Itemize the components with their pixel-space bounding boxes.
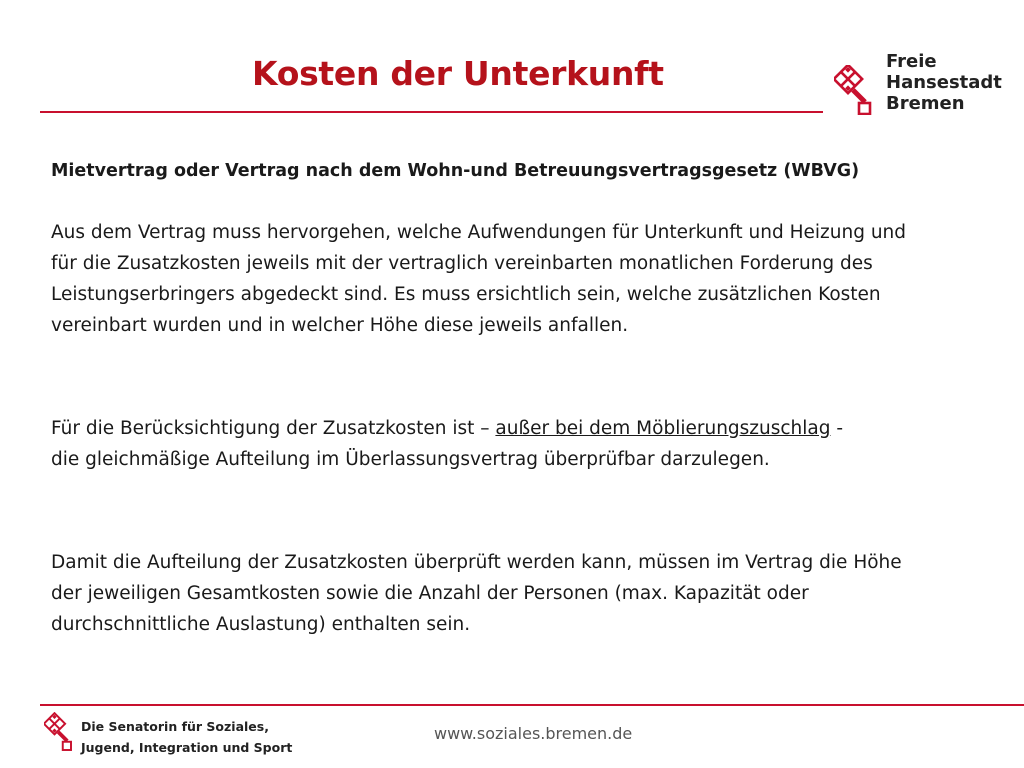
footer-org-line-2: Jugend, Integration und Sport (81, 740, 293, 755)
title-divider (40, 111, 823, 113)
bremen-key-icon (44, 712, 74, 752)
logo-line-2: Hansestadt (886, 72, 1002, 93)
footer-url: www.soziales.bremen.de (434, 724, 633, 743)
footer-logo (44, 712, 74, 757)
paragraph-3: Damit die Aufteilung der Zusatzkosten überprüft werden kann, müssen im Vertrag die Höhe der jeweiligen Gesamtkosten sowie die Anzahl der Personen (max. Kapazität oder durchschnittliche Auslastung) enthalten sein. (51, 552, 902, 635)
slide-subtitle: Mietvertrag oder Vertrag nach dem Wohn-und Betreuungsvertragsgesetz (WBVG) (51, 161, 860, 181)
paragraph-2-part-1: Für die Berücksichtigung der Zusatzkosten ist – (51, 418, 496, 439)
logo-line-3: Bremen (886, 93, 965, 114)
paragraph-1: Aus dem Vertrag muss hervorgehen, welche Aufwendungen für Unterkunft und Heizung und für die Zusatzkosten jeweils mit der vertraglich vereinbarten monatlichen Forderung des Leistungserbringers abgedeckt sind. Es muss ersichtlich sein, welche zusätzlichen Kosten vereinbart wurden und in welcher Höhe diese jeweils anfallen. (51, 222, 907, 336)
footer-organization (81, 716, 292, 758)
bremen-key-icon (834, 65, 874, 115)
footer-divider (40, 704, 1024, 706)
paragraph-2 (51, 413, 851, 475)
paragraph-2-part-2: - die gleichmäßige Aufteilung im Überlassungsvertrag überprüfbar darzulegen. (51, 418, 844, 470)
paragraph-2-underlined: außer bei dem Möblierungszuschlag (495, 418, 831, 439)
footer-org-line-1: Die Senatorin für Soziales, (81, 719, 269, 734)
bremen-logo (834, 51, 1014, 119)
logo-wordmark (886, 51, 1002, 114)
logo-line-1: Freie (886, 51, 937, 72)
slide-title: Kosten der Unterkunft (252, 54, 664, 93)
